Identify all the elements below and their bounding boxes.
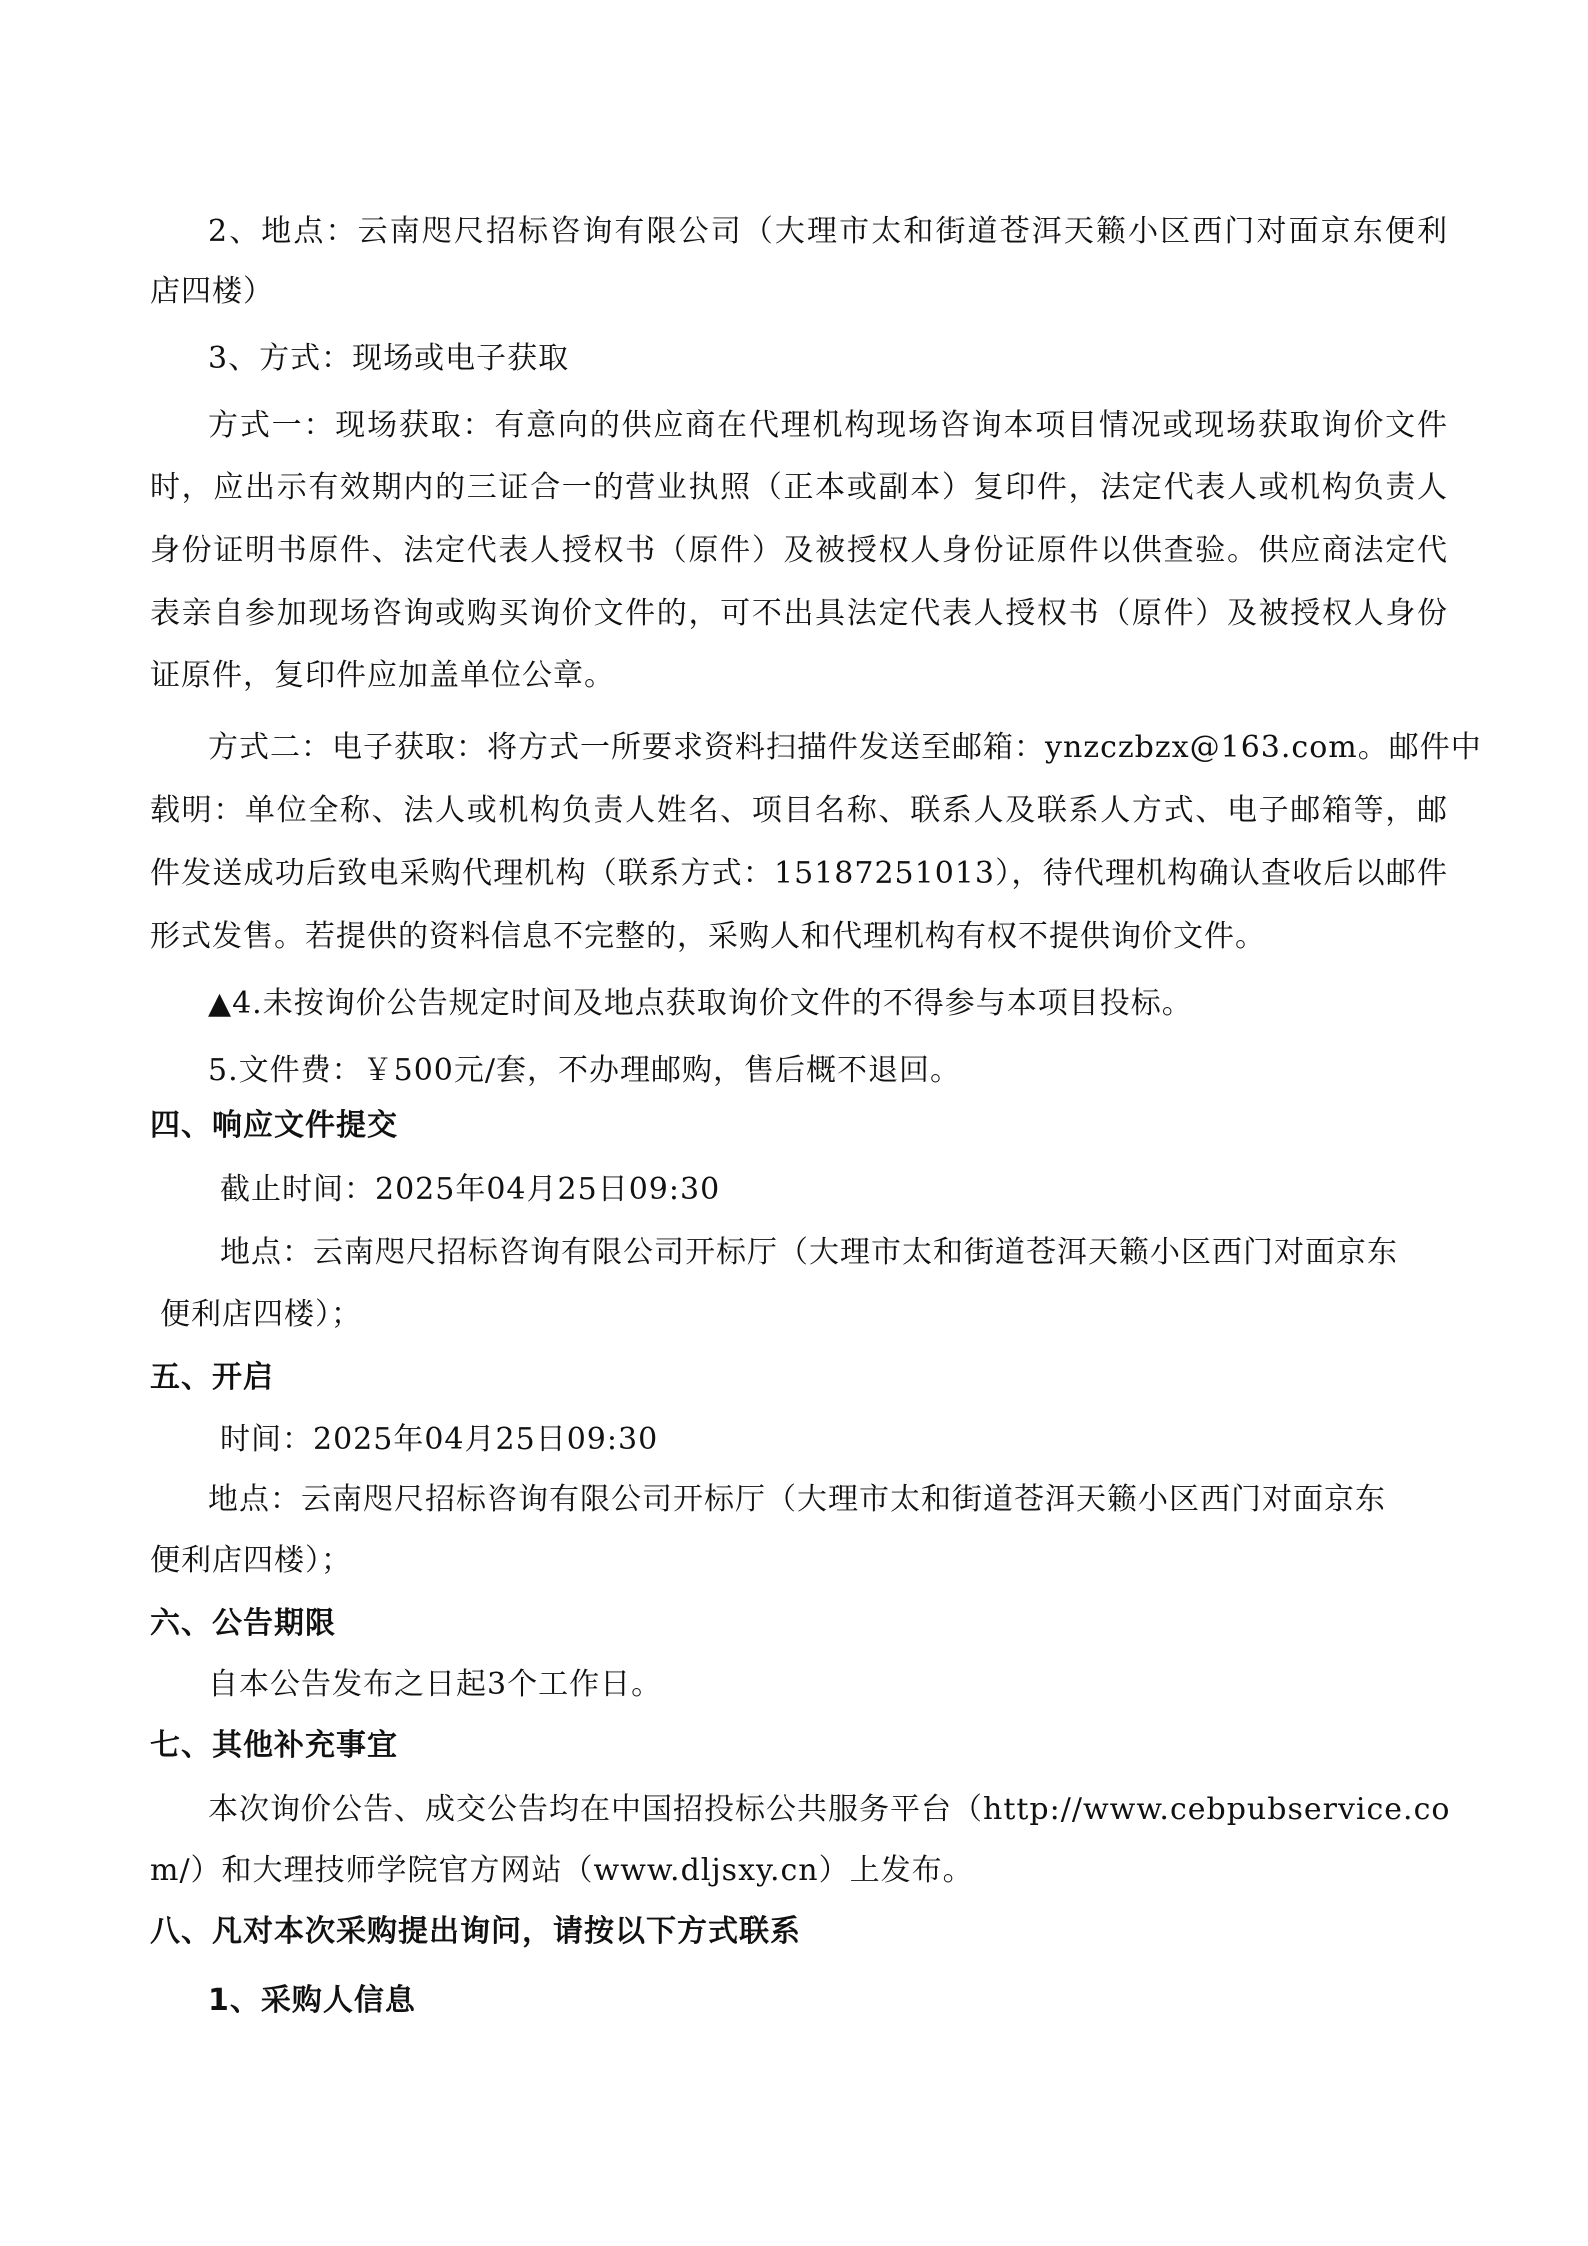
- text-line: 地点：云南咫尺招标咨询有限公司开标厅（大理市太和街道苍洱天籁小区西门对面京东: [220, 1235, 1398, 1270]
- text-line: 店四楼）: [150, 274, 274, 309]
- text-line: 3、方式：现场或电子获取: [208, 341, 570, 376]
- text-line: 5.文件费：￥500元/套，不办理邮购，售后概不退回。: [208, 1053, 961, 1088]
- section-heading: 六、公告期限: [150, 1606, 336, 1641]
- text-line: 截止时间：2025年04月25日09:30: [220, 1172, 721, 1207]
- text-line: 时间：2025年04月25日09:30: [220, 1422, 659, 1457]
- section-heading: 八、凡对本次采购提出询问，请按以下方式联系: [150, 1914, 801, 1949]
- section-heading: 四、响应文件提交: [150, 1108, 398, 1143]
- subsection-heading: 1、采购人信息: [208, 1983, 416, 2018]
- text-line: 件发送成功后致电采购代理机构（联系方式：15187251013），待代理机构确认查收后以邮件: [150, 856, 1448, 891]
- text-line: 2、地点：云南咫尺招标咨询有限公司（大理市太和街道苍洱天籁小区西门对面京东便利: [208, 214, 1448, 249]
- text-line: 身份证明书原件、法定代表人授权书（原件）及被授权人身份证原件以供查验。供应商法定代: [150, 533, 1448, 568]
- text-line: 证原件，复印件应加盖单位公章。: [150, 658, 615, 693]
- text-line: 载明：单位全称、法人或机构负责人姓名、项目名称、联系人及联系人方式、电子邮箱等，邮: [150, 793, 1448, 828]
- text-line: 方式二：电子获取：将方式一所要求资料扫描件发送至邮箱：ynzczbzx@163.com。邮件中: [208, 730, 1482, 765]
- section-heading: 七、其他补充事宜: [150, 1728, 398, 1763]
- text-line: 时，应出示有效期内的三证合一的营业执照（正本或副本）复印件，法定代表人或机构负责人: [150, 470, 1448, 505]
- text-line: 地点：云南咫尺招标咨询有限公司开标厅（大理市太和街道苍洱天籁小区西门对面京东: [208, 1482, 1386, 1517]
- text-line: 自本公告发布之日起3个工作日。: [208, 1667, 663, 1702]
- text-line: 形式发售。若提供的资料信息不完整的，采购人和代理机构有权不提供询价文件。: [150, 919, 1266, 954]
- text-line: 便利店四楼）；: [160, 1297, 362, 1332]
- text-line: 本次询价公告、成交公告均在中国招投标公共服务平台（http://www.cebpubservice.co: [208, 1792, 1451, 1827]
- section-heading: 五、开启: [150, 1360, 274, 1395]
- text-line: 便利店四楼）；: [150, 1543, 352, 1578]
- text-line: ▲4.未按询价公告规定时间及地点获取询价文件的不得参与本项目投标。: [208, 986, 1193, 1021]
- text-line: 表亲自参加现场咨询或购买询价文件的，可不出具法定代表人授权书（原件）及被授权人身份: [150, 596, 1448, 631]
- text-line: 方式一：现场获取：有意向的供应商在代理机构现场咨询本项目情况或现场获取询价文件: [208, 408, 1448, 443]
- text-line: m/）和大理技师学院官方网站（www.dljsxy.cn）上发布。: [150, 1853, 974, 1888]
